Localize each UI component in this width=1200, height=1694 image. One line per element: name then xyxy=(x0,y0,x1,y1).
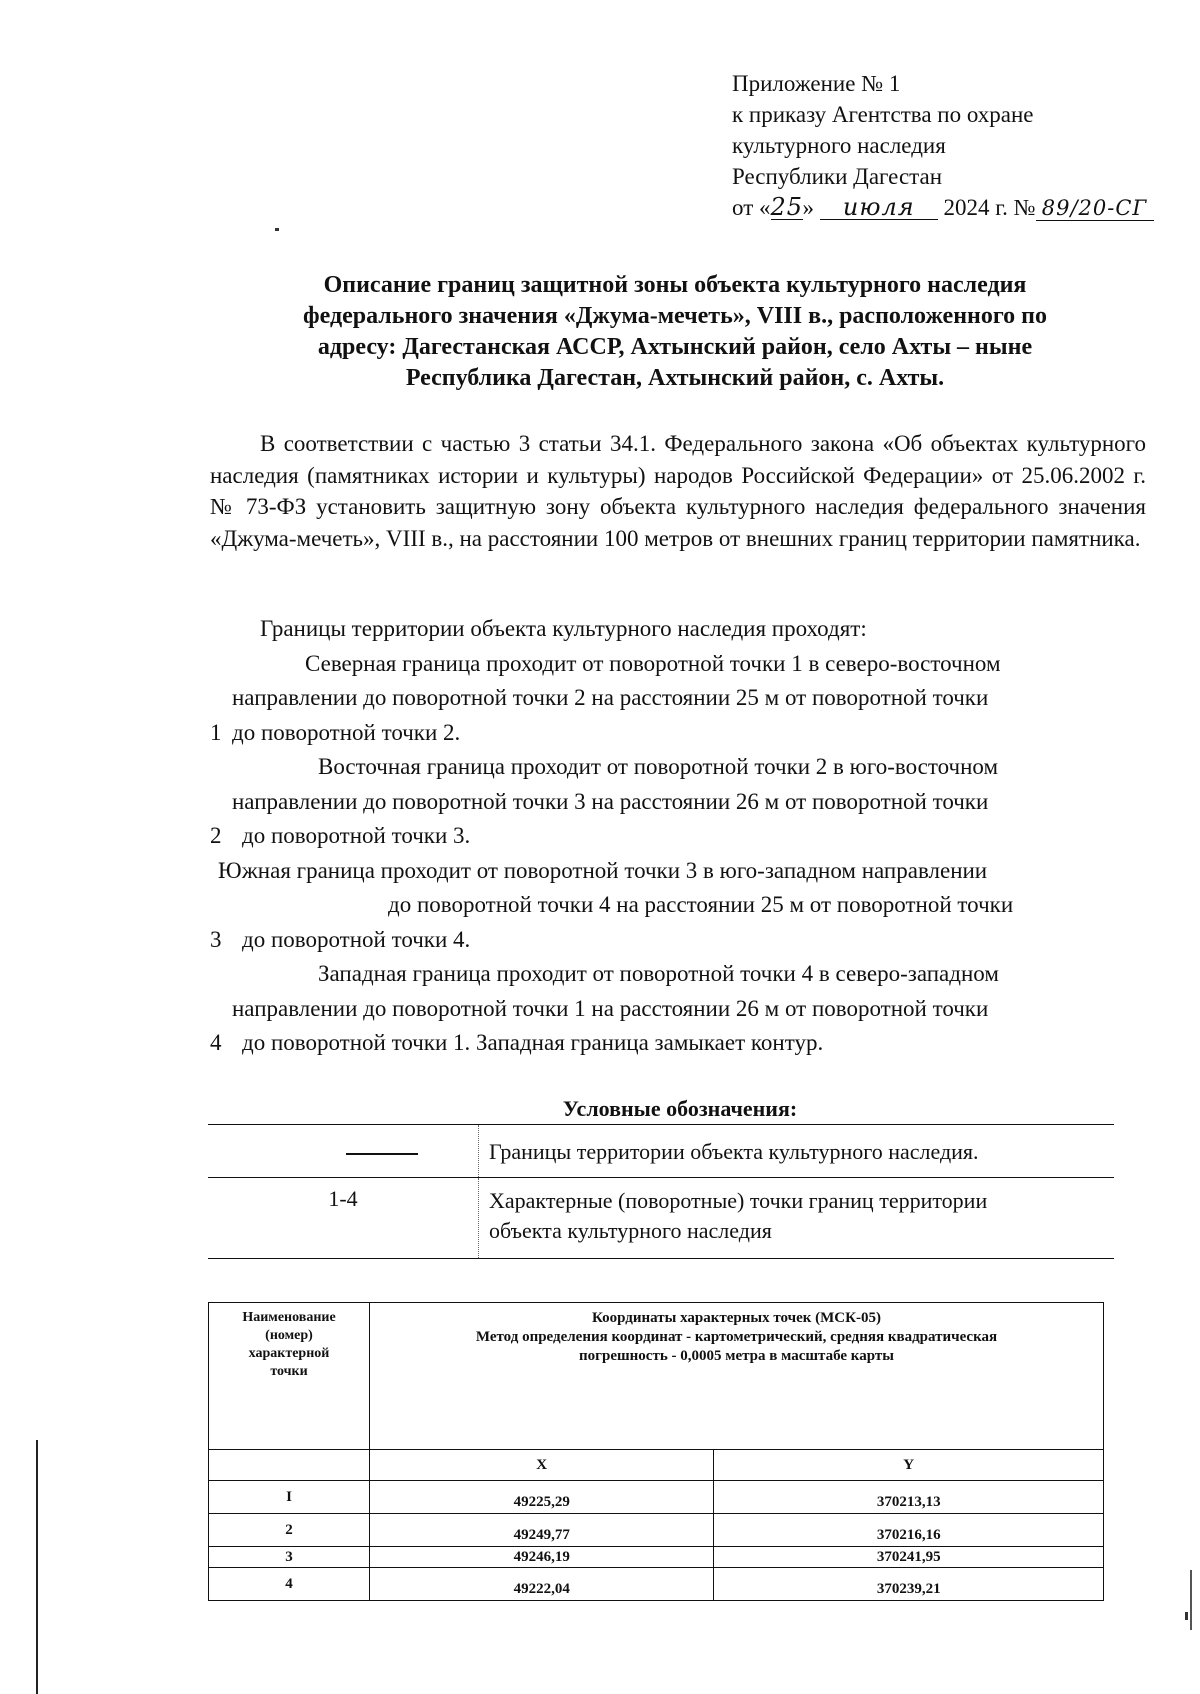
legend-row xyxy=(208,1125,1114,1178)
legend-table xyxy=(208,1124,1114,1259)
east-text-3: до поворотной точки 3. xyxy=(242,823,471,848)
legend-row xyxy=(208,1178,1114,1259)
header-point-name-text: Наименование (номер) характерной точки xyxy=(242,1310,336,1379)
header-coordinates xyxy=(370,1303,1104,1450)
date-month-handwritten: июля xyxy=(820,195,938,220)
north-line-1 xyxy=(200,647,1160,682)
south-text-1: Южная граница проходит от поворотной точки 3 в юго-западном направлении xyxy=(218,857,988,883)
south-line-2 xyxy=(200,888,1160,923)
point-x: 49225,29 xyxy=(370,1481,714,1514)
legend-symbol-points: 1-4 xyxy=(328,1186,358,1211)
point-x: 49249,77 xyxy=(370,1514,714,1547)
west-line-1 xyxy=(200,957,1160,992)
title-line-1: Описание границ защитной зоны объекта культурного наследия xyxy=(323,272,1027,298)
point-number: 2 xyxy=(209,1514,370,1547)
south-line-3 xyxy=(200,923,1160,958)
north-line-3 xyxy=(200,716,1160,751)
boundaries-section xyxy=(200,612,1160,1061)
coords-header-row xyxy=(209,1303,1104,1450)
west-line-3 xyxy=(200,1026,1160,1061)
appendix-block xyxy=(732,68,1172,223)
legend-symbol-cell xyxy=(208,1125,479,1178)
boundaries-heading xyxy=(200,612,1160,647)
scan-margin-line-right xyxy=(1190,1570,1192,1630)
south-text-3: до поворотной точки 4. xyxy=(242,926,471,952)
point-y: 370241,95 xyxy=(714,1547,1104,1568)
table-row xyxy=(209,1568,1104,1601)
west-text-3: до поворотной точки 1. Западная граница замыкает контур. xyxy=(242,1030,824,1055)
appendix-date-line xyxy=(732,192,1172,223)
appendix-line-3: культурного наследия xyxy=(732,133,946,158)
appendix-line-2: к приказу Агентства по охране xyxy=(732,102,1034,127)
date-mid: » xyxy=(802,195,814,220)
appendix-line-1: Приложение № 1 xyxy=(732,71,901,96)
point-y: 370216,16 xyxy=(714,1514,1104,1547)
appendix-line-4: Республики Дагестан xyxy=(732,164,942,189)
date-prefix: от « xyxy=(732,195,771,220)
north-text-1: Северная граница проходит от поворотной точки 1 в северо-восточном xyxy=(305,650,1001,676)
point-number: 3 xyxy=(209,1547,370,1568)
legend-text-cell xyxy=(479,1125,1115,1178)
point-number: I xyxy=(209,1481,370,1514)
title-line-3: адресу: Дагестанская АССР, Ахтынский район, село Ахты – ныне xyxy=(317,334,1033,360)
point-x: 49246,19 xyxy=(370,1547,714,1568)
south-num: 3 xyxy=(210,926,222,952)
west-num: 4 xyxy=(210,1030,222,1055)
east-line-3 xyxy=(200,819,1160,854)
axis-y-header: Y xyxy=(714,1450,1104,1481)
east-text-1: Восточная граница проходит от поворотной точки 2 в юго-восточном xyxy=(318,754,998,779)
coords-axis-row xyxy=(209,1450,1104,1481)
east-line-1 xyxy=(200,750,1160,785)
legend-symbol-cell xyxy=(208,1178,479,1259)
document-title xyxy=(200,270,1150,394)
north-text-2: направлении до поворотной точки 2 на расстоянии 25 м от поворотной точки xyxy=(232,685,989,710)
north-num: 1 xyxy=(210,719,222,745)
point-number: 4 xyxy=(209,1568,370,1601)
point-y: 370239,21 xyxy=(714,1568,1104,1601)
scan-speck xyxy=(1185,1612,1188,1620)
legend-text: Характерные (поворотные) точки границ территории объекта культурного наследия xyxy=(489,1188,988,1243)
legend-title: Условные обозначения: xyxy=(562,1096,798,1121)
south-line-1 xyxy=(200,854,1160,889)
boundaries-heading-text: Границы территории объекта культурного наследия проходят: xyxy=(260,616,867,641)
header-coord-line-3: погрешность - 0,0005 метра в масштабе карты xyxy=(579,1348,894,1364)
number-prefix: № xyxy=(1013,195,1036,220)
table-row xyxy=(209,1547,1104,1568)
date-year: 2024 г. xyxy=(943,195,1008,220)
point-y: 370213,13 xyxy=(714,1481,1104,1514)
west-text-2: направлении до поворотной точки 1 на расстоянии 26 м от поворотной точки xyxy=(232,995,989,1021)
legend-text: Границы территории объекта культурного наследия. xyxy=(489,1139,979,1164)
south-text-2: до поворотной точки 4 на расстоянии 25 м от поворотной точки xyxy=(388,892,1014,917)
west-line-2 xyxy=(200,992,1160,1027)
scan-speck xyxy=(275,228,279,231)
scan-margin-line-left xyxy=(36,1440,38,1694)
order-number-handwritten: 89/20-СГ xyxy=(1036,196,1154,221)
east-num: 2 xyxy=(210,823,222,848)
intro-paragraph: В соответствии с частью 3 статьи 34.1. Федерального закона «Об объектах культурного наследия (памятниках истории и культуры) народов Российской Федерации» от 25.06.2002 г. № 73-ФЗ установить защитную зону объекта культурного наследия федерального значения «Джума-мечеть», VIII в., на расстоянии 100 метров от внешних границ территории памятника. xyxy=(210,431,1146,551)
north-text-3: до поворотной точки 2. xyxy=(232,719,461,745)
east-line-2 xyxy=(200,785,1160,820)
east-text-2: направлении до поворотной точки 3 на расстоянии 26 м от поворотной точки xyxy=(232,788,989,814)
point-x: 49222,04 xyxy=(370,1568,714,1601)
axis-empty-cell xyxy=(209,1450,370,1481)
title-line-2: федерального значения «Джума-мечеть», VIII в., расположенного по xyxy=(303,303,1047,329)
west-text-1: Западная граница проходит от поворотной точки 4 в северо-западном xyxy=(318,961,999,986)
date-day-handwritten: 25 xyxy=(770,193,804,221)
header-coord-line-1: Координаты характерных точек (МСК-05) xyxy=(592,1310,881,1326)
boundary-line-symbol xyxy=(346,1153,418,1155)
title-line-4: Республика Дагестан, Ахтынский район, с. Ахты. xyxy=(405,365,945,391)
table-row xyxy=(209,1481,1104,1514)
header-coord-line-2: Метод определения координат - картометрический, средняя квадратическая xyxy=(475,1329,998,1345)
north-line-2 xyxy=(200,681,1160,716)
coordinates-table xyxy=(208,1302,1104,1601)
table-row xyxy=(209,1514,1104,1547)
axis-x-header: X xyxy=(370,1450,714,1481)
legend-text-cell xyxy=(479,1178,1115,1259)
header-point-name xyxy=(209,1303,370,1450)
